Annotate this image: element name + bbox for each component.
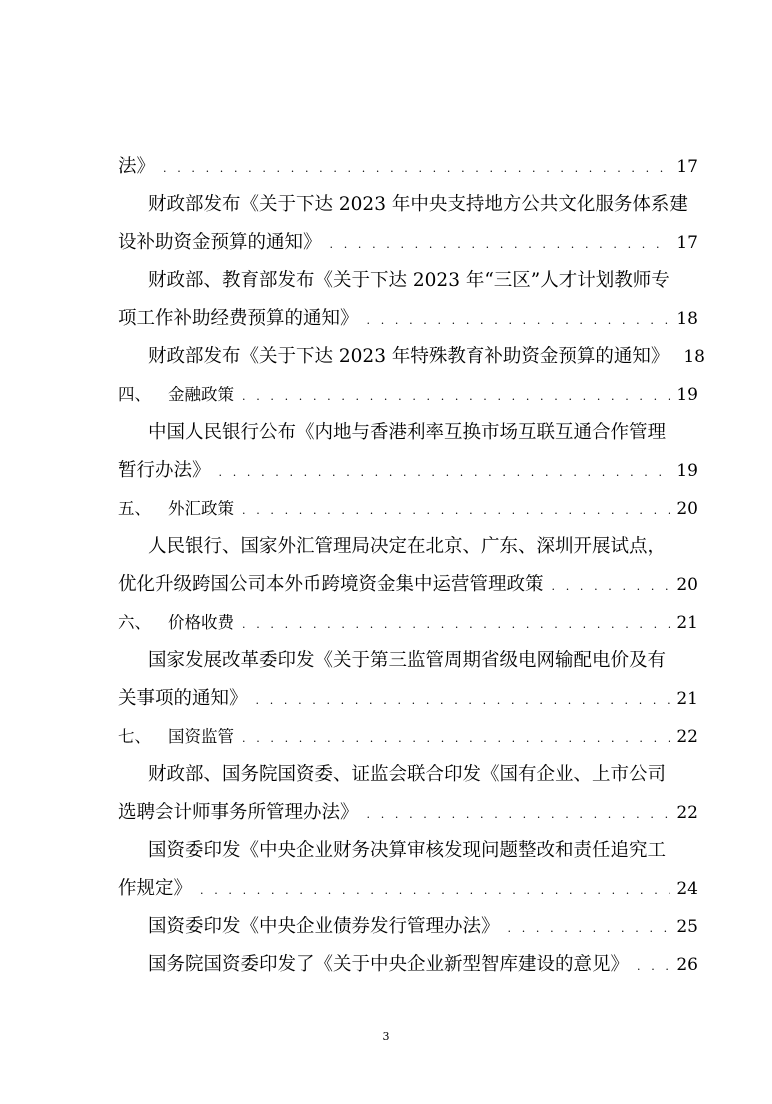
toc-entry-text: 国资委印发《中央企业财务决算审核发现问题整改和责任追究工	[148, 840, 667, 861]
toc-page-number: 21	[676, 689, 698, 709]
toc-entry-text: 法》	[118, 156, 156, 177]
toc-heading-text	[118, 490, 234, 528]
toc-entry-continuation[interactable]	[118, 870, 698, 908]
toc-entry-text: 暂行办法》	[118, 460, 211, 481]
toc-entry-text: 财政部发布《关于下达 2023 年中央支持地方公共文化服务体系建	[148, 194, 688, 215]
toc-entry[interactable]	[118, 528, 698, 566]
toc-dot-leader	[242, 720, 670, 758]
toc-entry-text: 国家发展改革委印发《关于第三监管周期省级电网输配电价及有	[148, 650, 667, 671]
toc-entry-continuation[interactable]	[118, 300, 698, 338]
toc-dot-leader	[367, 796, 671, 834]
toc-page-number: 22	[676, 803, 698, 823]
toc-dot-leader	[552, 568, 671, 606]
toc-page-number: 24	[676, 879, 698, 899]
toc-page-number: 17	[676, 157, 698, 177]
toc-dot-leader	[367, 302, 671, 340]
toc-entry-continuation[interactable]	[118, 452, 698, 490]
toc-entry-text: 作规定》	[118, 878, 193, 899]
toc-page-number: 22	[676, 727, 698, 747]
toc-dot-leader	[219, 454, 671, 492]
toc-heading-text	[118, 718, 234, 756]
toc-heading-text	[118, 376, 234, 414]
toc-heading-text	[118, 604, 234, 642]
toc-entry-text: 国资委印发《中央企业债券发行管理办法》	[148, 916, 500, 937]
toc-page-number: 17	[676, 233, 698, 253]
toc-section-heading[interactable]	[118, 490, 698, 528]
toc-entry[interactable]	[118, 908, 698, 946]
toc-dot-leader	[242, 606, 670, 644]
toc-dot-leader	[256, 682, 671, 720]
table-of-contents	[118, 148, 705, 984]
toc-entry-text: 人民银行、国家外汇管理局决定在北京、广东、深圳开展试点，	[148, 536, 667, 557]
toc-heading-label: 金融政策	[168, 385, 234, 404]
toc-heading-number: 四、	[118, 385, 151, 404]
toc-entry-text: 中国人民银行公布《内地与香港利率互换市场互联互通合作管理	[148, 422, 667, 443]
toc-entry-text: 财政部、教育部发布《关于下达 2023 年“三区”人才计划教师专	[148, 270, 670, 291]
toc-entry[interactable]	[118, 832, 698, 870]
toc-heading-label: 外汇政策	[168, 499, 234, 518]
toc-section-heading[interactable]	[118, 376, 698, 414]
toc-entry[interactable]	[118, 414, 698, 452]
toc-page-number: 18	[676, 309, 698, 329]
toc-dot-leader	[637, 948, 670, 986]
toc-entry-text: 设补助资金预算的通知》	[118, 232, 322, 253]
toc-section-heading[interactable]	[118, 604, 698, 642]
toc-heading-number: 七、	[118, 727, 151, 746]
toc-entry-text: 关事项的通知》	[118, 688, 248, 709]
toc-heading-number: 六、	[118, 613, 151, 632]
toc-entry-text: 财政部发布《关于下达 2023 年特殊教育补助资金预算的通知》	[148, 346, 670, 367]
toc-entry[interactable]	[118, 642, 698, 680]
toc-dot-leader	[200, 872, 670, 910]
toc-entry-text: 优化升级跨国公司本外币跨境资金集中运营管理政策	[118, 574, 544, 595]
toc-page-number: 20	[676, 575, 698, 595]
toc-entry-continuation[interactable]	[118, 148, 698, 186]
toc-section-heading[interactable]	[118, 718, 698, 756]
toc-page-number: 26	[676, 955, 698, 975]
toc-entry-text: 项工作补助经费预算的通知》	[118, 308, 359, 329]
page-number: 3	[382, 1030, 390, 1043]
toc-entry-continuation[interactable]	[118, 680, 698, 718]
toc-entry[interactable]	[118, 262, 698, 300]
toc-dot-leader	[242, 378, 670, 416]
toc-entry-text: 选聘会计师事务所管理办法》	[118, 802, 359, 823]
toc-entry[interactable]	[118, 338, 705, 376]
toc-heading-number: 五、	[118, 499, 151, 518]
toc-dot-leader	[330, 226, 671, 264]
toc-page-number: 25	[676, 917, 698, 937]
toc-entry-continuation[interactable]	[118, 566, 698, 604]
toc-entry-text: 国务院国资委印发了《关于中央企业新型智库建设的意见》	[148, 954, 630, 975]
toc-dot-leader	[242, 492, 670, 530]
toc-entry[interactable]	[118, 946, 698, 984]
toc-page-number: 19	[676, 385, 698, 405]
toc-heading-label: 国资监管	[168, 727, 234, 746]
toc-entry[interactable]	[118, 756, 698, 794]
toc-entry[interactable]	[118, 186, 698, 224]
toc-dot-leader	[508, 910, 671, 948]
toc-entry-text: 财政部、国务院国资委、证监会联合印发《国有企业、上市公司	[148, 764, 667, 785]
toc-page-number: 18	[683, 347, 705, 367]
toc-dot-leader	[163, 150, 670, 188]
toc-page-number: 19	[676, 461, 698, 481]
toc-entry-continuation[interactable]	[118, 794, 698, 832]
toc-page-number: 20	[676, 499, 698, 519]
toc-page-number: 21	[676, 613, 698, 633]
toc-entry-continuation[interactable]	[118, 224, 698, 262]
toc-heading-label: 价格收费	[168, 613, 234, 632]
